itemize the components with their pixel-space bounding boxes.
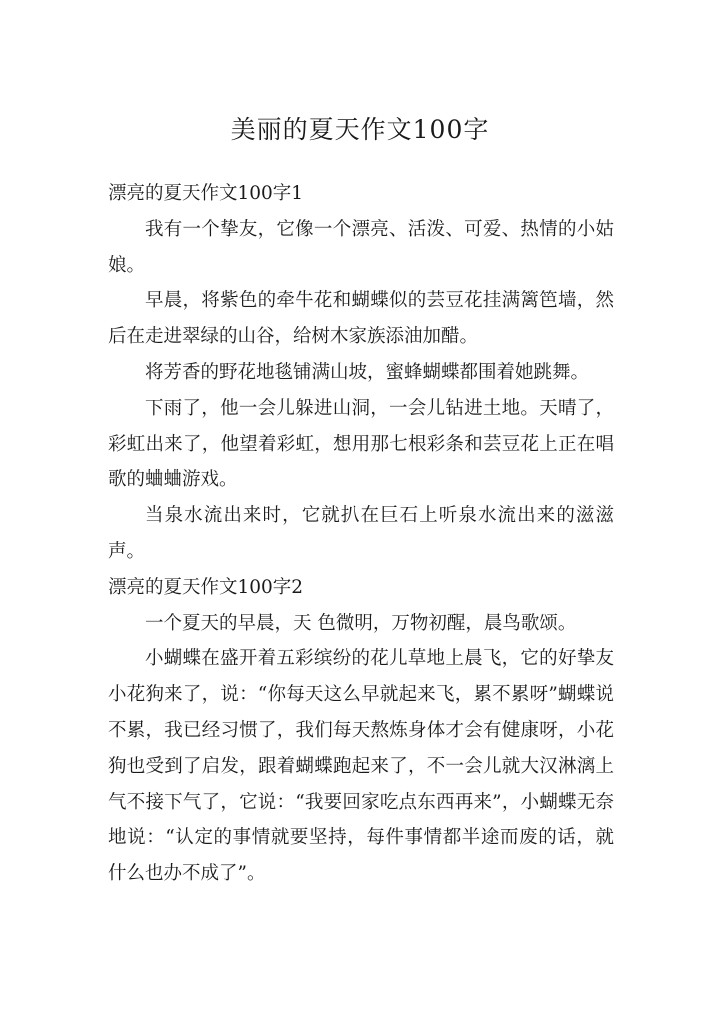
essay-section-1 [108, 176, 614, 570]
paragraph: 小蝴蝶在盛开着五彩缤纷的花儿草地上晨飞，它的好挚友小花狗来了，说：“你每天这么早就起来飞，累不累呀”蝴蝶说不累，我已经习惯了，我们每天熬炼身体才会有健康呀，小花狗也受到了启发，跟着蝴蝶跑起来了，不一会儿就大汉淋漓上气不接下气了，它说：“我要回家吃点东西再来”，小蝴蝶无奈地说：“认定的事情就要坚持，每件事情都半途而废的话，就什么也办不成了”。 [108, 648, 614, 885]
essay-section-2 [108, 570, 614, 892]
paragraph: 下雨了，他一会儿躲进山洞，一会儿钻进土地。天晴了，彩虹出来了，他望着彩虹，想用那七根彩条和芸豆花上正在唱歌的蛐蛐游戏。 [108, 397, 614, 491]
paragraph: 我有一个挚友，它像一个漂亮、活泼、可爱、热情的小姑娘。 [108, 218, 614, 276]
section-heading: 漂亮的夏天作文100字2 [108, 576, 304, 598]
paragraph: 当泉水流出来时，它就扒在巨石上听泉水流出来的滋滋声。 [108, 505, 614, 562]
paragraph: 将芳香的野花地毯铺满山坡，蜜蜂蝴蝶都围着她跳舞。 [145, 361, 590, 383]
paragraph: 早晨，将紫色的牵牛花和蝴蝶似的芸豆花挂满篱笆墙，然后在走进翠绿的山谷，给树木家族添油加醋。 [108, 290, 614, 348]
document-title: 美丽的夏天作文100字 [230, 115, 490, 144]
paragraph: 一个夏天的早晨，天 色微明，万物初醒，晨鸟歌颂。 [145, 612, 577, 634]
document-body [108, 176, 614, 892]
section-heading: 漂亮的夏天作文100字1 [108, 183, 304, 204]
